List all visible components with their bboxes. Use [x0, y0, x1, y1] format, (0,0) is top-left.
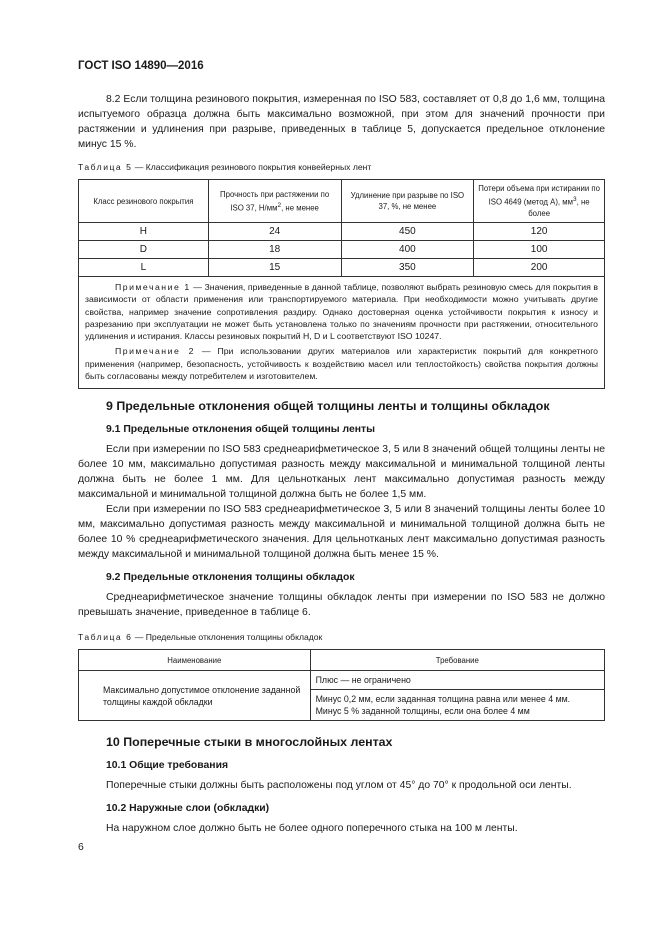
- table5-cell-elongation: 350: [341, 259, 474, 277]
- table5-note-2-text: — При использовании других материалов или характеристик покрытий для конкретного применения (например, безопасность, устойчивость к воздействию масел или теплостойкость) свойства покрытия должны быть согласованы между потребителем и изготовителем.: [85, 346, 599, 382]
- table5-cell-strength: 15: [208, 259, 341, 277]
- table-row: [79, 241, 605, 259]
- table5-caption-label: Таблица 5: [78, 162, 133, 172]
- table6-requirement-minus: [310, 690, 604, 721]
- table5-caption: [78, 160, 605, 175]
- section-9-2-paragraph-1: Среднеарифметическое значение толщины обкладок ленты при измерении по ISO 583 не должно превышать значение, приведенное в таблице 6.: [78, 592, 605, 619]
- table5-header-strength-suffix: , не менее: [281, 203, 319, 213]
- table5: [78, 179, 605, 389]
- table5-note-1: [85, 281, 598, 342]
- section-9-title: 9 Предельные отклонения общей толщины ленты и толщины обкладок: [106, 399, 550, 414]
- table6-row-name: Максимально допустимое отклонение заданной толщины каждой обкладки: [79, 671, 311, 721]
- table5-header-abrasion-prefix: Потери объема при истирании по ISO 4649 (метод A), мм: [478, 184, 600, 207]
- table5-header-abrasion-sup: 3: [572, 196, 577, 204]
- paragraph-8-2: 8.2 Если толщина резинового покрытия, измеренная по ISO 583, составляет от 0,8 до 1,6 мм, толщина испытуемого образца должна быть максимально возможной, при этом для значений прочности при растяжении и удлинения при разрыве, приведенных в таблице 5, допускается предельное отклонение минус 15 %.: [78, 94, 605, 150]
- table5-cell-class: H: [79, 223, 209, 241]
- table6-caption-label: Таблица 6: [78, 632, 133, 643]
- table6-requirement-minus-line-2: Минус 5 % заданной толщины, если она более 4 мм: [315, 706, 530, 717]
- table5-header-abrasion-suffix: , не более: [528, 197, 590, 218]
- table5-cell-strength: 24: [208, 223, 341, 241]
- table6-header-row: [79, 650, 605, 671]
- table5-header-strength-prefix: Прочность при растяжении по ISO 37, Н/мм: [220, 189, 330, 213]
- table5-cell-elongation: 400: [341, 241, 474, 259]
- table6-caption: [78, 630, 605, 645]
- table6-header-requirement: Требование: [310, 650, 604, 671]
- table5-cell-elongation: 450: [341, 223, 474, 241]
- table5-note-1-label: Примечание 1: [115, 282, 191, 292]
- table-row: [79, 223, 605, 241]
- table5-header-strength: [208, 180, 341, 223]
- table6-header-name: Наименование: [79, 650, 311, 671]
- table5-cell-class: D: [79, 241, 209, 259]
- table5-note-2-label: Примечание 2: [115, 346, 196, 357]
- table5-header-elongation: Удлинение при разрыве по ISO 37, %, не менее: [341, 180, 474, 223]
- section-9-1-paragraph-1: Если при измерении по ISO 583 среднеарифметическое 3, 5 или 8 значений общей толщины ленты не более 10 мм, максимально допустимая разность между максимальной и минимальной толщиной ленты должна быть не более 1 мм. Для цельнотканых лент максимально допустимая разность между максимальной и минимальной толщиной должна быть не более 1,5 мм.: [78, 444, 605, 501]
- table-row: [79, 671, 605, 690]
- table5-notes: [79, 277, 605, 389]
- section-10-2-paragraph: На наружном слое должно быть не более одного поперечного стыка на 100 м ленты.: [106, 823, 518, 835]
- table5-cell-strength: 18: [208, 241, 341, 259]
- table5-notes-row: [79, 277, 605, 389]
- section-9-2-title: 9.2 Предельные отклонения толщины обкладок: [106, 572, 355, 584]
- table5-header-row: [79, 180, 605, 223]
- table5-cell-abrasion: 200: [474, 259, 605, 277]
- table5-cell-abrasion: 120: [474, 223, 605, 241]
- table6-requirement-minus-line-1: Минус 0,2 мм, если заданная толщина равна или менее 4 мм.: [315, 694, 571, 705]
- table5-caption-text: — Классификация резинового покрытия конвейерных лент: [132, 162, 372, 172]
- page-content: [78, 92, 605, 836]
- page-number: 6: [78, 842, 84, 853]
- table5-cell-class: L: [79, 259, 209, 277]
- table5-cell-abrasion: 100: [474, 241, 605, 259]
- table6-requirement-plus: Плюс — не ограничено: [310, 671, 604, 690]
- table5-note-1-text: — Значения, приведенные в данной таблице, позволяют выбрать резиновую смесь для покрытия в зависимости от области применения или транспортируемого материала. При необходимости можно учитывать другие свойства, например значение сопротивления раздиру. Однако достоверная оценка устойчивости покрытия к износу и разрезанию при эксплуатации не может быть установлена только по значениям прочности при растяжении, относительного удлинения и истирания. Классы резиновых покрытий H, D и L соответствуют ISO 10247.: [85, 282, 598, 342]
- section-10-1-title: 10.1 Общие требования: [106, 760, 229, 772]
- document-header: ГОСТ ISO 14890—2016: [78, 60, 204, 72]
- table-row: [79, 259, 605, 277]
- table5-header-abrasion: [474, 180, 605, 223]
- table5-note-2: [85, 345, 598, 382]
- table5-header-class: Класс резинового покрытия: [79, 180, 209, 223]
- table5-header-strength-sup: 2: [277, 201, 282, 209]
- section-10-2-title: 10.2 Наружные слои (обкладки): [106, 803, 270, 815]
- table6: [78, 649, 605, 721]
- section-10-title: 10 Поперечные стыки в многослойных лентах: [106, 735, 393, 750]
- section-9-1-paragraph-2: Если при измерении по ISO 583 среднеарифметическое 3, 5 или 8 значений толщины ленты более 10 мм, максимально допустимая разность между максимальной и минимальной толщиной должна быть не более 10 % среднеарифметического значения. Для цельнотканых лент максимально допустимая разность между максимальной и минимальной толщиной должна быть менее 15 %.: [78, 504, 605, 561]
- section-9-1-title: 9.1 Предельные отклонения общей толщины ленты: [106, 424, 375, 436]
- table6-caption-text: — Предельные отклонения толщины обкладок: [132, 632, 323, 643]
- section-10-1-paragraph: Поперечные стыки должны быть расположены под углом от 45° до 70° к продольной оси ленты.: [106, 780, 572, 792]
